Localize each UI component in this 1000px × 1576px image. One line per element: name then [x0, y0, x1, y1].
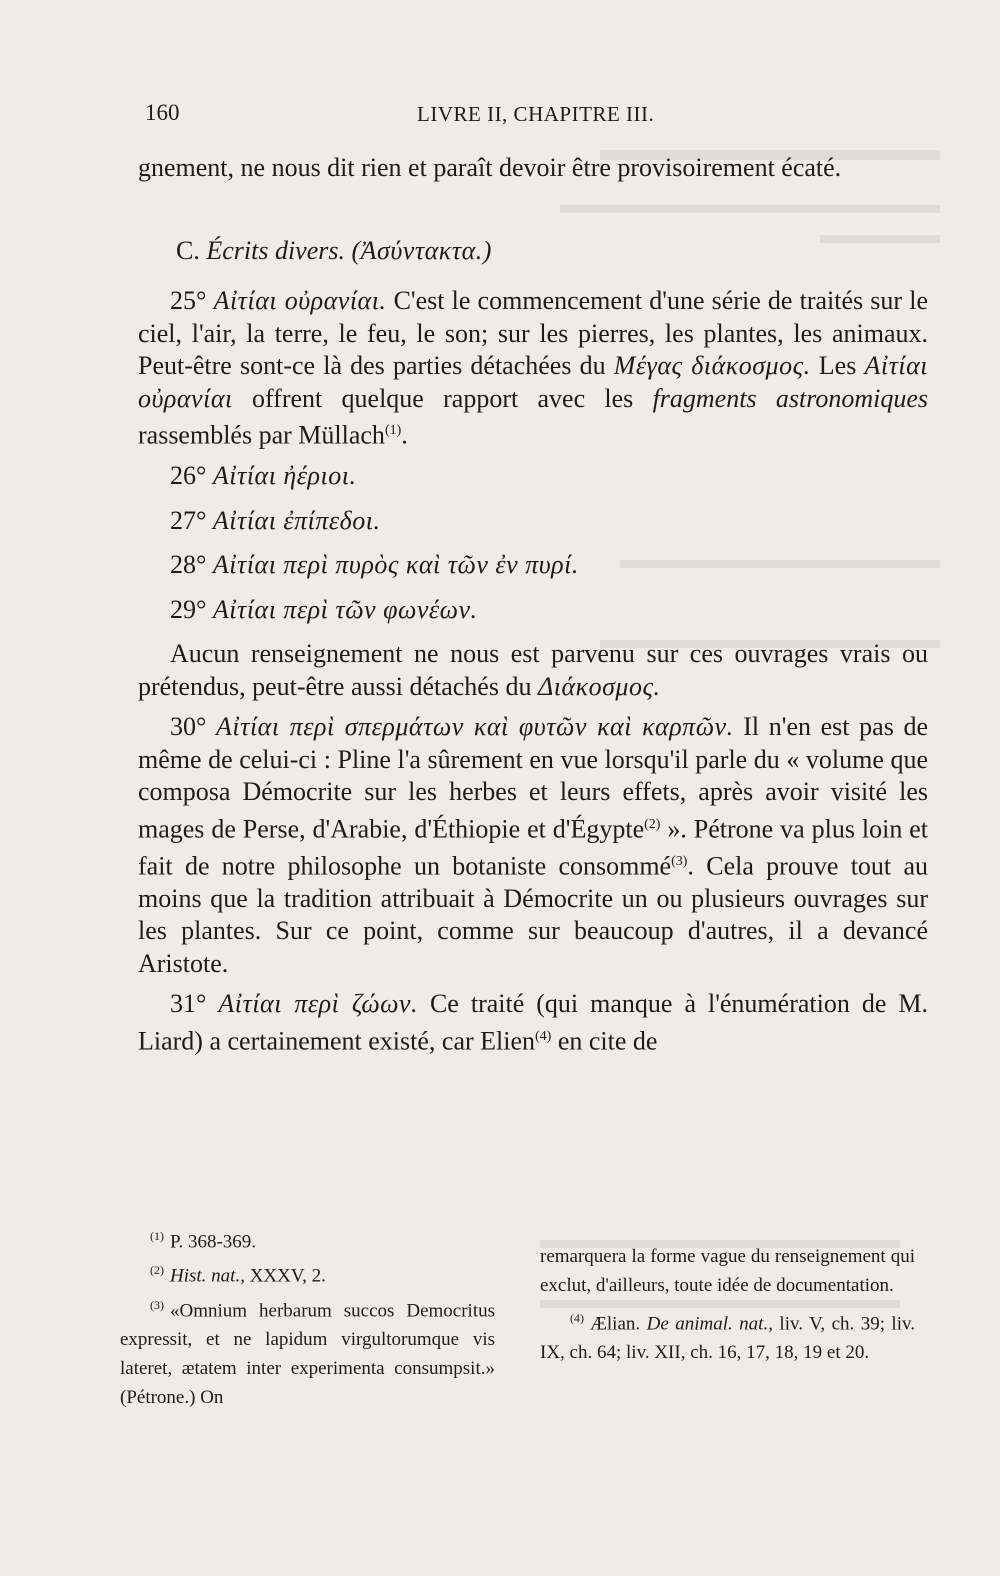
footnote-italic: De animal. nat., [646, 1313, 773, 1335]
paragraph-text: rassemblés par Müllach [138, 420, 385, 450]
item-26 [138, 460, 928, 493]
item-number: 28° [170, 550, 207, 580]
greek-title: Αἰτίαι περὶ πυρὸς καὶ τῶν ἐν πυρί. [212, 550, 579, 580]
item-number: 26° [170, 461, 207, 491]
item-number: 27° [170, 505, 207, 535]
greek-title: Αἰτίαι ἐπίπεδοι. [212, 505, 381, 535]
footnotes-right-column [540, 1242, 915, 1367]
section-prefix: C. [176, 235, 207, 265]
footnote-ref-1: (1) [384, 423, 402, 438]
paragraph-31 [138, 988, 928, 1058]
paragraph-text: Il n'en est pas de même de celui-ci : Pline l'a sûrement en vue lorsqu'il parle du « volume que composa Démocrite sur les herbes et leurs effets, après avoir visité les mages de Perse, d'Arabie, d'Éthiopie et d'Égypte [138, 712, 928, 844]
footnote-ref-4: (4) [535, 1028, 552, 1044]
running-header [145, 100, 895, 140]
italic-phrase: fragments astronomiques [652, 383, 928, 413]
item-29 [138, 594, 928, 627]
footnote-text: XXXV, 2. [244, 1265, 326, 1287]
greek-title: Αἰτίαι περὶ σπερμάτων καὶ φυτῶν καὶ καρπῶν. [216, 712, 734, 742]
section-heading [138, 235, 928, 268]
greek-title: Αἰτίαι οὐρανίαι. [213, 286, 387, 315]
footnote-ref-3: (3) [671, 853, 688, 869]
continuation-paragraph: gnement, ne nous dit rien et paraît devoir être provisoirement écaté. [138, 153, 842, 182]
item-number: 29° [170, 594, 207, 624]
paragraph-text: Les [810, 351, 865, 380]
item-28 [138, 549, 928, 582]
footnote-text: Ælian. [590, 1313, 647, 1335]
page-number: 160 [145, 100, 180, 125]
footnote-italic: Hist. nat., [170, 1265, 245, 1287]
footnotes-left-column [120, 1222, 495, 1412]
item-number: 30° [170, 712, 207, 742]
footnote-text: P. 368-369. [170, 1231, 257, 1253]
paragraph-text: Aucun renseignement ne nous est parvenu sur ces ouvrages vrais ou prétendus, peut-être aussi détachés du [138, 639, 928, 701]
main-text [138, 152, 928, 1066]
footnote-3-continued: remarquera la forme vague du renseignement qui exclut, d'ailleurs, toute idée de documentation. [540, 1246, 915, 1296]
greek-title: Αἰτίαι περὶ ζώων. [218, 989, 418, 1019]
footnote-1 [120, 1222, 495, 1256]
item-number: 25° [170, 286, 207, 315]
item-number: 31° [170, 989, 207, 1019]
footnote-number: (4) [570, 1311, 584, 1325]
footnote-number: (1) [150, 1229, 164, 1243]
paragraph-text: Ce traité (qui manque à l'énumération de M. Liard) a certainement existé, car Elien [138, 989, 928, 1056]
footnote-2 [120, 1256, 495, 1290]
section-title: Écrits divers. [206, 235, 345, 265]
footnotes [120, 1222, 916, 1432]
paragraph-text: en cite de [551, 1026, 658, 1056]
paragraph-aucun [138, 638, 928, 703]
paragraph-30 [138, 711, 928, 980]
running-title: LIVRE II, CHAPITRE III. [417, 102, 655, 126]
paragraph-25 [138, 285, 928, 452]
footnote-number: (2) [150, 1263, 164, 1278]
paragraph-text: offrent quelque rapport avec les [232, 383, 653, 413]
footnote-text: liv. V, ch. 39; liv. IX, ch. 64; liv. XII, ch. 16, 17, 18, 19 et 20. [540, 1313, 916, 1364]
footnote-ref-2: (2) [644, 816, 661, 832]
greek-phrase: Διάκοσμος. [537, 671, 661, 701]
item-27 [138, 505, 928, 538]
paragraph-end: . [401, 420, 408, 450]
footnote-4 [540, 1304, 915, 1367]
paragraph-text: ». Pétrone va plus loin et fait de notre philosophe un botaniste consommé [138, 814, 929, 881]
paragraph-text: . Cela prouve tout au moins que la tradition attribuait à Démocrite un ou plusieurs ouvrages sur les plantes. Sur ce point, comme sur beaucoup d'autres, il a devancé Aristote. [138, 851, 928, 978]
section-greek: (Ἀσύντακτα.) [351, 235, 492, 265]
footnote-number: (3) [150, 1297, 164, 1312]
footnote-text: «Omnium herbarum succos Democritus expressit, et ne lapidum virgultorumque vis lateret, ætatem inter experimenta consumpsit.» (Pétrone.) On [120, 1299, 495, 1408]
greek-title: Αἰτίαι ἠέριοι. [212, 461, 357, 491]
paragraph-text: C'est le commencement d'une série de traités sur le ciel, l'air, la terre, le feu, le son; sur les pierres, les plantes, les animaux. Peut-être sont-ce là des parties détachées du [138, 286, 928, 380]
greek-title: Αἰτίαι περὶ τῶν φωνέων. [212, 594, 478, 624]
greek-phrase: Μέγας διάκοσμος. [613, 351, 811, 380]
footnote-3 [120, 1291, 495, 1412]
greek-phrase: Αἰτίαι οὐρανίαι [138, 351, 928, 413]
